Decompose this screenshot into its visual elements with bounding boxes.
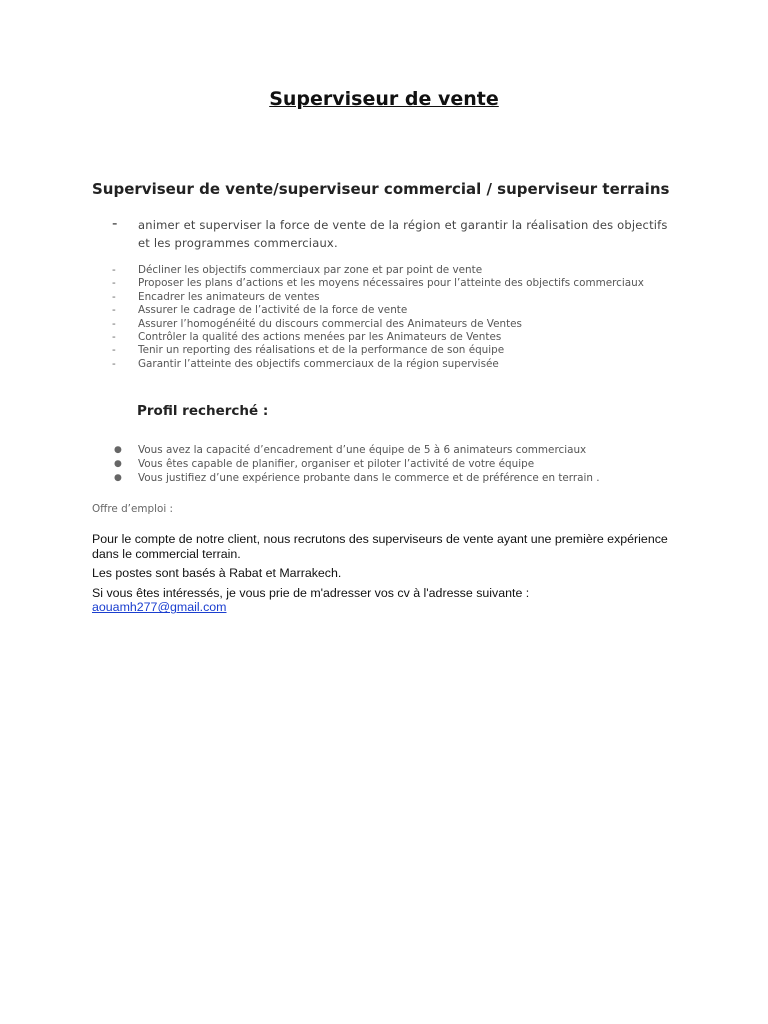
list-item: [112, 358, 678, 371]
offre-paragraph-1: Pour le compte de notre client, nous recrutons des superviseurs de vente ayant une première expérience dans le commercial terrain.: [92, 532, 668, 561]
list-item: [112, 318, 678, 331]
dash-marker: -: [112, 304, 116, 317]
bullet-icon: ●: [114, 473, 122, 484]
offre-body: [92, 532, 682, 620]
dash-marker: -: [112, 344, 116, 357]
duty-text: Décliner les objectifs commerciaux par zone et par point de vente: [138, 264, 483, 276]
bullet-icon: ●: [114, 459, 122, 470]
list-item: [112, 291, 678, 304]
dash-marker: -: [112, 277, 116, 290]
duty-text: Assurer le cadrage de l’activité de la force de vente: [138, 304, 408, 317]
lead-mission-item: [112, 216, 672, 252]
profil-text: Vous avez la capacité d’encadrement d’une équipe de 5 à 6 animateurs commerciaux: [138, 444, 587, 456]
bullet-icon: ●: [114, 445, 122, 455]
list-item: [112, 304, 678, 317]
dash-marker: -: [112, 214, 118, 232]
duties-list: [112, 264, 678, 371]
duty-text: Proposer les plans d’actions et les moyens nécessaires pour l’atteinte des objectifs commerciaux: [138, 277, 644, 290]
duty-text: Assurer l’homogénéité du discours commercial des Animateurs de Ventes: [138, 317, 522, 330]
dash-marker: -: [112, 357, 116, 370]
profil-heading: Profil recherché :: [137, 403, 269, 419]
dash-marker: -: [112, 264, 116, 276]
offre-paragraph-2: Les postes sont basés à Rabat et Marrakech.: [92, 566, 342, 581]
duty-text: Tenir un reporting des réalisations et de la performance de son équipe: [138, 344, 505, 357]
list-item: [112, 277, 678, 290]
offre-paragraph-3: [92, 586, 682, 615]
list-item: [112, 471, 692, 485]
dash-marker: -: [112, 331, 116, 344]
email-link[interactable]: aouamh277@gmail.com: [92, 600, 227, 615]
lead-mission-text: animer et superviser la force de vente de la région et garantir la réalisation des objectifs et les programmes commerciaux.: [138, 218, 668, 250]
list-item: [112, 264, 678, 277]
document-title: Superviseur de vente: [269, 88, 499, 110]
list-item: [112, 331, 678, 344]
duty-text: Garantir l’atteinte des objectifs commerciaux de la région supervisée: [138, 357, 499, 370]
list-item: [112, 457, 692, 471]
offre-paragraph-3-text: Si vous êtes intéressés, je vous prie de m'adresser vos cv à l'adresse suivante :: [92, 585, 530, 600]
profil-text: Vous êtes capable de planifier, organiser et piloter l’activité de votre équipe: [138, 458, 535, 471]
list-item: [112, 443, 692, 457]
dash-marker: -: [112, 290, 116, 303]
profil-list: [112, 443, 692, 486]
dash-marker: -: [112, 317, 116, 330]
duty-text: Encadrer les animateurs de ventes: [138, 290, 320, 303]
offre-label: Offre d’emploi :: [92, 503, 174, 515]
duty-text: Contrôler la qualité des actions menées par les Animateurs de Ventes: [138, 331, 502, 344]
list-item: [112, 344, 678, 357]
job-subtitle: Superviseur de vente/superviseur commercial / superviseur terrains: [92, 180, 670, 198]
profil-text: Vous justifiez d’une expérience probante dans le commerce et de préférence en terrain .: [138, 472, 600, 485]
